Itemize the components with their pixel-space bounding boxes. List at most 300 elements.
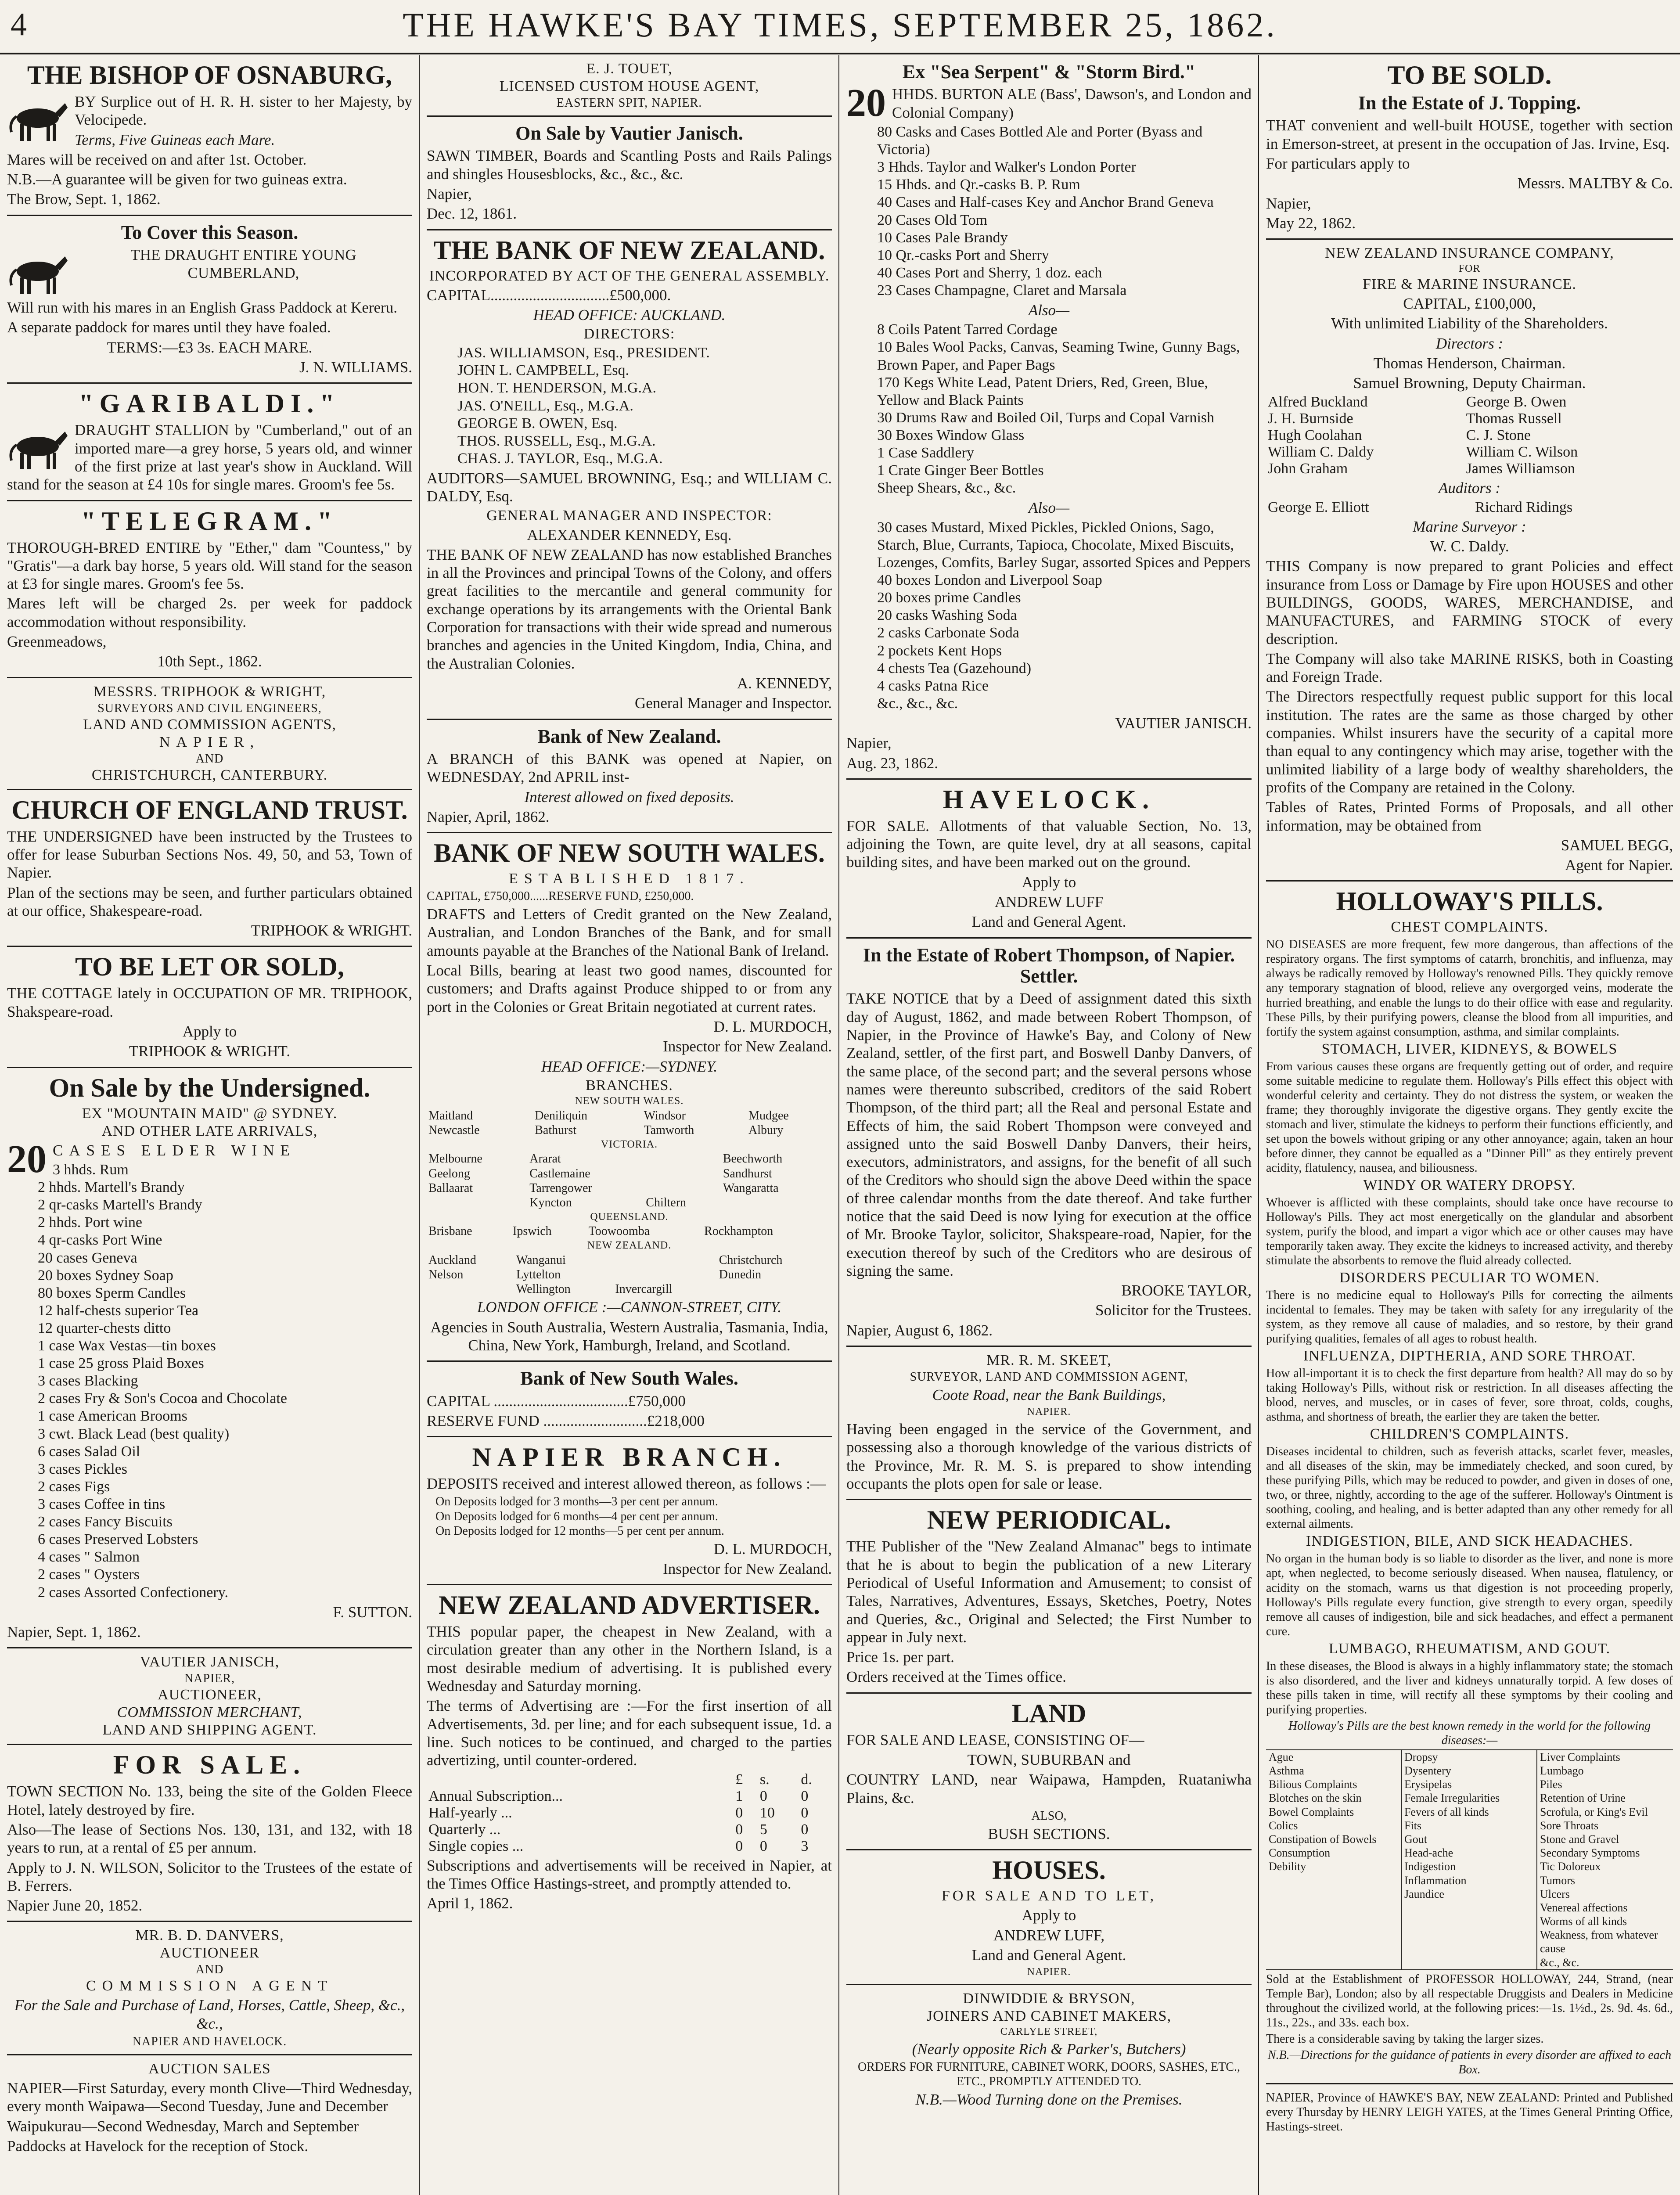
ad-text: The Directors respectfully request public support for this local institution. The rates are the same as those charged by other companies. Whilst insurers have the security of a capital more than equal to any contingency which may arise, together with the unlimited liability of a large body of wealthy shareholders, the profits of the Company are retained in the Colony.: [1266, 688, 1673, 796]
disease-item: Ulcers: [1540, 1887, 1570, 1900]
ad-first-item: CASES ELDER WINE: [53, 1141, 296, 1159]
ad-title: Bank of New Zealand.: [537, 725, 721, 747]
branches-table: [427, 1224, 832, 1238]
director-name: Hugh Coolahan: [1268, 427, 1362, 444]
branch-name: Castlemaine: [529, 1166, 590, 1180]
director-name: William C. Daldy: [1268, 444, 1374, 461]
table-row: [427, 1181, 832, 1195]
also-label: Also—: [1028, 302, 1070, 319]
ad-date: April 1, 1862.: [427, 1895, 513, 1912]
disease-item: Inflammation: [1404, 1874, 1467, 1887]
rate-cell: 0: [735, 1804, 743, 1821]
director-name: JAS. WILLIAMSON, Esq., PRESIDENT.: [457, 345, 710, 361]
list-item: 3 cwt. Black Lead (best quality): [38, 1425, 230, 1442]
section-heading: WINDY OR WATERY DROPSY.: [1363, 1177, 1576, 1193]
branch-name: [644, 1181, 721, 1195]
rate-cell: Quarterly ...: [428, 1821, 501, 1838]
branch-name: Wangaratta: [723, 1181, 779, 1195]
ad-line: VAUTIER JANISCH,: [140, 1654, 280, 1670]
ad-title: Ex "Sea Serpent" & "Storm Bird.": [902, 61, 1196, 83]
section-text: Diseases incidental to children, such as feverish attacks, scarlet fever, measles, and all diseases of the skin, may be immediately checked, and soon cured, by these purifying Pills, which may be reduced to powder, and given in doses of one, two, or three, nightly, according to the age of the sufferer. Holloway's Ointment is soothing, cooling, and healing, and is better adapted than any other remedy for all external ailments.: [1266, 1445, 1673, 1531]
ad-text: Tables of Rates, Printed Forms of Proposals, and all other information, may be obtained from: [1266, 799, 1673, 834]
deputy: Samuel Browning, Deputy Chairman.: [1353, 374, 1586, 392]
branch-name: Christchurch: [719, 1253, 783, 1267]
branch-name: Ararat: [529, 1152, 561, 1166]
ad-new-zealand-advertiser: [427, 1585, 832, 1918]
table-row: [427, 1771, 832, 1788]
ad-subtitle: EX "MOUNTAIN MAID" @ SYDNEY.: [82, 1105, 338, 1122]
ad-signature: TRIPHOOK & WRIGHT.: [251, 922, 412, 939]
branch-name: Lyttelton: [516, 1268, 561, 1282]
ad-text: Paddocks at Havelock for the reception of Stock.: [7, 2137, 309, 2155]
region-label: NEW SOUTH WALES.: [575, 1095, 684, 1107]
ad-line: MR. R. M. SKEET,: [986, 1352, 1112, 1369]
list-item: 3 hhds. Rum: [53, 1161, 129, 1178]
ad-text: Also—The lease of Sections Nos. 130, 131, and 132, with 18 years to run, at a rental of £5 per annum.: [7, 1821, 412, 1857]
list-item: 4 casks Patna Rice: [877, 677, 989, 694]
ad-text: THIS popular paper, the cheapest in New Zealand, with a circulation greater than any other in the Northern Island, is a most desirable medium of advertising. It is published every Wednesday and Saturday morning.: [427, 1623, 832, 1695]
ad-text: Apply to J. N. WILSON, Solicitor to the Trustees of the estate of B. Ferrers.: [7, 1859, 412, 1894]
ad-apply: Apply to: [1022, 873, 1076, 891]
ad-text: THE Publisher of the "New Zealand Almanac" begs to intimate that he is about to begin the publication of a new Literary Periodical of Useful Information and Amusement; to consist of Tales, Narratives, Adventures, Essays, Sketches, Poetry, Notes and Queries, &c., Original and Selected; the First Number to appear in July next.: [846, 1538, 1252, 1646]
ad-signature: Inspector for New Zealand.: [663, 1038, 832, 1055]
directors-label: Directors :: [1435, 335, 1504, 352]
ad-line: CARLYLE STREET,: [1000, 2026, 1098, 2037]
table-row: [427, 1224, 832, 1238]
list-item: 2 casks Carbonate Soda: [877, 625, 1019, 641]
ad-title: FIRE & MARINE INSURANCE.: [1363, 276, 1576, 292]
section-text: No organ in the human body is so liable to disorder as the liver, and none is more apt, when neglected, to become seriously diseased. When nausea, flatulency, or acidity on the stomach, warns us that digestion is not proceeding properly, Holloway's Pills regulate every function, give strength to every organ, speedily remove all causes of indigestion, bile and sick headaches, and effect a permanent cure.: [1266, 1552, 1673, 1638]
item-list: [877, 321, 1252, 497]
list-item: 6 cases Preserved Lobsters: [38, 1531, 198, 1548]
ad-terms: TERMS:—£3 3s. EACH MARE.: [107, 338, 313, 356]
disease-column: [1266, 1750, 1402, 1969]
head-office: HEAD OFFICE: AUCKLAND.: [533, 306, 726, 324]
table-row: [427, 1788, 832, 1805]
disease-item: Head-ache: [1404, 1846, 1453, 1860]
branch-name: Bathurst: [535, 1123, 577, 1137]
list-item: 30 Boxes Window Glass: [877, 427, 1025, 444]
disease-item: Blotches on the skin: [1269, 1792, 1362, 1805]
ad-skeet: [846, 1347, 1252, 1500]
ad-signature: D. L. MURDOCH,: [713, 1018, 832, 1035]
section-text: From various causes these organs are frequently getting out of order, and require some suitable medicine to regulate them. Holloway's Pills effect this object with wonderful celerity and certainty. They do not distress the system, or weaken the frame; they thoroughly invigorate the digestive organs. They gently excite the stomach and liver, stimulate the kidneys to perform their functions efficiently, and set upon the bowels without griping or any other annoyance; again, taken an hour before dinner, they cannot be equalled as a "Dinner Pill" as they entirely prevent acidity, flatulency, nausea, and biliousness.: [1266, 1059, 1673, 1175]
column-2: [420, 55, 839, 2195]
ad-line: ORDERS FOR FURNITURE, CABINET WORK, DOORS, SASHES, ETC., ETC., PROMPTLY ATTENDED TO.: [858, 2060, 1240, 2089]
surveyor: W. C. Daldy.: [1430, 538, 1509, 555]
established: ESTABLISHED 1817.: [509, 871, 750, 887]
list-item: 15 Hhds. and Qr.-casks B. P. Rum: [877, 176, 1080, 193]
ad-text: TOWN SECTION No. 133, being the site of the Golden Fleece Hotel, lately destroyed by fire.: [7, 1783, 412, 1818]
branch-name: Sandhurst: [723, 1166, 772, 1180]
page-number: 4: [11, 7, 27, 43]
ad-title: "GARIBALDI.": [79, 389, 341, 418]
list-item: 10 Qr.-casks Port and Sherry: [877, 247, 1049, 263]
list-item: 8 Coils Patent Tarred Cordage: [877, 321, 1058, 338]
ad-text: A separate paddock for mares until they have foaled.: [7, 319, 331, 336]
ad-on-sale-undersigned: [7, 1068, 412, 1649]
table-row: [427, 1151, 832, 1166]
ad-line: (Nearly opposite Rich & Parker's, Butchers): [912, 2040, 1186, 2058]
ad-text: THE COTTAGE lately in OCCUPATION OF MR. TRIPHOOK, Shakspeare-road.: [7, 985, 412, 1020]
branch-name: Kyncton: [529, 1195, 572, 1209]
branch-name: Tarrengower: [529, 1181, 592, 1195]
list-item: 12 quarter-chests ditto: [38, 1320, 171, 1336]
rate-item: On Deposits lodged for 6 months—4 per cent per annum.: [435, 1509, 718, 1523]
rate-cell: 1: [735, 1788, 743, 1804]
disease-item: Dysentery: [1404, 1764, 1451, 1778]
list-item: 2 pockets Kent Hops: [877, 642, 1002, 659]
ad-line: NAPIER,: [184, 1672, 235, 1686]
ad-text: NAPIER—First Saturday, every month Clive—Third Wednesday, every month Waipawa—Second Tuesday, June and December: [7, 2080, 412, 2115]
rate-cell: £: [735, 1771, 743, 1788]
ad-title: NEW PERIODICAL.: [927, 1505, 1171, 1535]
disease-item: Tic Doloreux: [1540, 1860, 1601, 1873]
director-name: JAS. O'NEILL, Esq., M.G.A.: [457, 397, 633, 414]
ad-line: Coote Road, near the Bank Buildings,: [932, 1386, 1166, 1404]
branch-name: Windsor: [644, 1108, 686, 1123]
ad-signature: ANDREW LUFF: [994, 893, 1104, 911]
disease-item: Fits: [1404, 1819, 1422, 1832]
rate-cell: 0: [735, 1821, 743, 1838]
ad-text: Orders received at the Times office.: [846, 1668, 1066, 1686]
region-label: VICTORIA.: [601, 1138, 658, 1150]
newspaper-title: THE HAWKE'S BAY TIMES, SEPTEMBER 25, 1862.: [403, 6, 1277, 44]
london-office: LONDON OFFICE :—CANNON-STREET, CITY.: [477, 1299, 782, 1316]
table-row: [427, 1267, 832, 1282]
ad-line: JOINERS AND CABINET MAKERS,: [926, 2008, 1172, 2024]
section-heading: STOMACH, LIVER, KIDNEYS, & BOWELS: [1321, 1040, 1618, 1057]
ad-land: [846, 1694, 1252, 1851]
ad-date: Napier, August 6, 1862.: [846, 1321, 993, 1339]
ad-date: Dec. 12, 1861.: [427, 205, 517, 223]
nb-text: N.B.—Directions for the guidance of patients in every disorder are affixed to each Box.: [1267, 2048, 1672, 2077]
rate-cell: s.: [759, 1771, 770, 1788]
ad-place: Greenmeadows,: [7, 633, 107, 651]
section-heading: INFLUENZA, DIPTHERIA, AND SORE THROAT.: [1303, 1348, 1636, 1364]
list-item: Sheep Shears, &c., &c.: [877, 480, 1016, 497]
ad-note: N.B.—A guarantee will be given for two guineas extra.: [7, 171, 347, 188]
ad-signature: J. N. WILLIAMS.: [299, 359, 412, 376]
rate-cell: 0: [759, 1838, 767, 1854]
ad-new-periodical: [846, 1500, 1252, 1693]
list-item: 2 hhds. Martell's Brandy: [38, 1179, 185, 1196]
disease-item: Debility: [1269, 1860, 1306, 1873]
ad-line: COMMISSION AGENT: [86, 1978, 334, 1994]
ad-bishop-of-osnaburg: [7, 55, 412, 216]
remedy-intro: Holloway's Pills are the best known remedy in the world for the following diseases:—: [1288, 1719, 1651, 1747]
ad-title: AUCTION SALES: [148, 2061, 271, 2077]
ad-houses: [846, 1850, 1252, 1985]
ad-line: MESSRS. TRIPHOOK & WRIGHT,: [93, 683, 326, 700]
director-name: THOS. RUSSELL, Esq., M.G.A.: [457, 432, 656, 449]
ad-title: "TELEGRAM.": [81, 506, 338, 536]
rate-cell: Half-yearly ...: [428, 1804, 512, 1821]
branch-name: Dunedin: [719, 1268, 762, 1282]
ad-text: Mares will be received on and after 1st. October.: [7, 151, 307, 168]
disease-item: Jaundice: [1404, 1887, 1444, 1900]
rate-cell: 10: [759, 1804, 775, 1821]
table-row: [1266, 427, 1673, 444]
ad-title: FOR SALE.: [113, 1750, 306, 1780]
list-item: 1 Crate Ginger Beer Bottles: [877, 462, 1044, 479]
ad-title: THE BANK OF NEW ZEALAND.: [433, 235, 825, 265]
region-label: QUEENSLAND.: [590, 1211, 669, 1223]
sold-text: Sold at the Establishment of PROFESSOR HOLLOWAY, 244, Strand, (near Temple Bar), London; also by all respectable Druggists and Dealers in Medicine throughout the civilized world, at the following prices:—1s. 1½d., 2s. 9d. 4s. 6d., 11s., 22s., and 33s. each box.: [1266, 1972, 1673, 2029]
director-name: Thomas Russell: [1466, 410, 1562, 427]
ad-text: THOROUGH-BRED ENTIRE by "Ether," dam "Countess," by "Gratis"—a dark bay horse, 5 years old. Will stand for the season at £3 for single mares. Groom's fee 5s.: [7, 539, 412, 593]
ad-vautier-sale: [427, 117, 832, 230]
ad-line: MR. B. D. DANVERS,: [135, 1927, 284, 1944]
branch-name: [613, 1267, 717, 1282]
branch-name: [644, 1166, 721, 1181]
disease-item: Dropsy: [1404, 1750, 1438, 1763]
ad-title: NEW ZEALAND INSURANCE COMPANY,: [1325, 245, 1614, 262]
list-item: 40 Cases and Half-cases Key and Anchor Brand Geneva: [877, 194, 1214, 211]
table-row: [427, 1282, 832, 1296]
ad-signature: Agent for Napier.: [1565, 856, 1673, 874]
auditors-table: [1266, 499, 1673, 516]
disease-item: Female Irregularities: [1404, 1792, 1500, 1805]
ad-date: 10th Sept., 1862.: [157, 653, 262, 670]
ad-line: AND: [195, 752, 224, 766]
item-list: [877, 519, 1252, 712]
ad-text: Subscriptions and advertisements will be received in Napier, at the Times Office Hastings-street, and promptly attended to.: [427, 1857, 832, 1892]
ad-title: THE BISHOP OF OSNABURG,: [27, 61, 392, 90]
ad-title: Bank of New South Wales.: [520, 1367, 738, 1389]
horse-illustration: [7, 248, 68, 297]
list-item: 30 cases Mustard, Mixed Pickles, Pickled Onions, Sago, Starch, Blue, Currants, Tapioca, Chocolate, Mixed Biscuits, Lozenges, Comfits, Barley Sugar, assorted Spices and Peppers: [877, 519, 1251, 571]
branch-name: Mudgee: [748, 1108, 789, 1123]
column-1: [0, 55, 419, 2195]
section-heading: DISORDERS PECULIAR TO WOMEN.: [1339, 1270, 1600, 1286]
surveyor-label: Marine Surveyor :: [1413, 518, 1526, 535]
ad-text: The terms of Advertising are :—For the first insertion of all Advertisements, 3d. per line; and for each subsequent issue, 1d. a line. Such notices to be continued, and charged to the parties advertizing, until counter-ordered.: [427, 1697, 832, 1769]
branch-name: Nelson: [428, 1268, 464, 1282]
ad-bank-of-new-zealand: [427, 230, 832, 720]
table-row: [427, 1123, 832, 1137]
branch-name: Toowoomba: [588, 1224, 650, 1238]
list-item: 3 Hhds. Taylor and Walker's London Porter: [877, 159, 1136, 176]
ad-apply: Apply to: [1022, 1907, 1076, 1924]
rate-cell: 5: [759, 1821, 767, 1838]
ad-title: TO BE SOLD.: [1387, 61, 1552, 90]
ad-title: HOUSES.: [992, 1856, 1106, 1885]
ad-text: Will run with his mares in an English Grass Paddock at Kereru.: [7, 299, 397, 317]
ad-date: Aug. 23, 1862.: [846, 754, 939, 772]
list-item: 20 Cases Old Tom: [877, 212, 988, 228]
branch-name: Wellington: [516, 1282, 571, 1296]
disease-item: Asthma: [1269, 1764, 1304, 1778]
section-heading: CHEST COMPLAINTS.: [1391, 919, 1548, 936]
branch-name: Invercargill: [615, 1282, 673, 1296]
branch-name: [644, 1151, 721, 1166]
ad-nz-insurance: [1266, 240, 1673, 882]
ad-line: COMMISSION MERCHANT,: [117, 1704, 302, 1721]
section-heading: CHILDREN'S COMPLAINTS.: [1370, 1426, 1569, 1443]
ad-signature: TRIPHOOK & WRIGHT.: [129, 1043, 291, 1060]
ad-signature: D. L. MURDOCH,: [713, 1540, 832, 1558]
ad-date: May 22, 1862.: [1266, 214, 1356, 232]
director-name: HON. T. HENDERSON, M.G.A.: [457, 380, 657, 396]
ad-to-be-let: [7, 947, 412, 1068]
branch-name: Ballaarat: [428, 1181, 473, 1195]
ad-to-be-sold: [1266, 55, 1673, 240]
imprint-text: NAPIER, Province of HAWKE'S BAY, NEW ZEALAND: Printed and Published every Thursday by HENRY LEIGH YATES, at the Times General Printing Office, Hastings-street.: [1266, 2091, 1673, 2134]
ad-text: For particulars apply to: [1266, 155, 1410, 172]
table-row: [427, 1253, 832, 1267]
ad-text: Price 1s. per part.: [846, 1648, 954, 1666]
branch-name: Wanganui: [516, 1253, 566, 1267]
disease-column: [1537, 1750, 1673, 1969]
rate-cell: 3: [801, 1838, 809, 1854]
ad-text: THE BANK OF NEW ZEALAND has now established Branches in all the Provinces and principal Towns of the Colony, and offers great facilities to the mercantile and general community for exchange operations by its arrangements with the Oriental Bank Corporation for transactions with their wide spread and numerous branches and agencies in the United Kingdom, India, China, and the Australian Colonies.: [427, 546, 832, 672]
auditors: AUDITORS—SAMUEL BROWNING, Esq.; and WILLIAM C. DALDY, Esq.: [427, 469, 832, 505]
ad-terms: Terms, Five Guineas each Mare.: [75, 131, 275, 148]
ad-line: SURVEYOR, LAND AND COMMISSION AGENT,: [910, 1370, 1188, 1384]
drop-number: 20: [846, 81, 886, 125]
diseases-table: [1266, 1749, 1673, 1970]
ad-signature: VAUTIER JANISCH.: [1115, 714, 1252, 732]
horse-illustration: [7, 424, 68, 472]
table-row: [427, 1195, 832, 1210]
ad-line: FOR: [1458, 263, 1481, 275]
director-name: J. H. Burnside: [1268, 410, 1353, 427]
rate-cell: d.: [801, 1771, 812, 1788]
list-item: 20 casks Washing Soda: [877, 607, 1017, 624]
branches-table: [427, 1108, 832, 1137]
ad-line: AUCTIONEER: [159, 1945, 260, 1961]
rate-cell: 0: [801, 1804, 809, 1821]
table-row: [427, 1108, 832, 1123]
rates-list: [435, 1494, 832, 1538]
ad-touet: [427, 55, 832, 117]
ad-line: BUSH SECTIONS.: [988, 1825, 1110, 1842]
list-item: 3 cases Blacking: [38, 1373, 138, 1389]
section-text: Whoever is afflicted with these complaints, should take once have recourse to Holloway's Pills. They act most energetically on the glandular and absorbent system, purify the blood, and impart a vigor which ace or other causes may have temporarily taken away. They excite the kidneys to increased activity, and thereby stimulate the absorbents to remove the fluid already collected.: [1266, 1195, 1673, 1267]
section-text: How all-important it is to check the first departure from health? All may do so by taking Holloway's Pills, without risk or restriction. In all diseases affecting the blood, nerves, and muscles, or in cases of fever, sore throat, colds, coughs, asthma, and shortness of breath, the earlier they are taken the better.: [1266, 1367, 1673, 1424]
auditors-label: Auditors :: [1439, 479, 1500, 497]
ad-title: BANK OF NEW SOUTH WALES.: [434, 838, 825, 868]
rate-item: On Deposits lodged for 3 months—3 per cent per annum.: [435, 1495, 718, 1509]
capital: CAPITAL, £100,000,: [1403, 295, 1536, 312]
ad-line: COUNTRY LAND, near Waipawa, Hampden, Ruataniwha Plains, &c.: [846, 1771, 1252, 1806]
list-item: 4 qr-casks Port Wine: [38, 1232, 162, 1249]
ad-line: LAND AND COMMISSION AGENTS,: [83, 716, 336, 733]
list-item: 1 case 25 gross Plaid Boxes: [38, 1355, 204, 1372]
ad-line: With unlimited Liability of the Shareholders.: [1331, 315, 1608, 332]
ad-date: Napier June 20, 1852.: [7, 1897, 143, 1914]
director-name: GEORGE B. OWEN, Esq.: [457, 415, 618, 432]
list-item: 2 cases Fry & Son's Cocoa and Chocolate: [38, 1390, 287, 1407]
ad-place: Napier,: [846, 734, 892, 752]
manager-label: GENERAL MANAGER AND INSPECTOR:: [486, 507, 772, 524]
section-text: In these diseases, the Blood is always in a highly inflammatory state; the stomach is also disordered, and the liver and kidneys unnaturally torpid. A few doses of these pills taken in time, will rectify all these symptoms by their cooling and purifying properties.: [1266, 1659, 1673, 1716]
branch-name: [613, 1253, 717, 1267]
director-name: James Williamson: [1466, 461, 1575, 477]
rates-table: [427, 1771, 832, 1855]
head-office: HEAD OFFICE:—SYDNEY.: [541, 1058, 718, 1075]
ad-signature: ANDREW LUFF,: [993, 1926, 1105, 1944]
director-name: JOHN L. CAMPBELL, Esq.: [457, 362, 630, 379]
disease-column: [1402, 1750, 1537, 1969]
ad-first-item: HHDS. BURTON ALE (Bass', Dawson's, and London and Colonial Company): [892, 86, 1252, 121]
list-item: 6 cases Salad Oil: [38, 1443, 140, 1460]
ad-signature: General Manager and Inspector.: [635, 694, 832, 712]
ad-text: THIS Company is now prepared to grant Policies and effect insurance from Loss or Damage by Fire upon HOUSES and other BUILDINGS, GOODS, WARES, MERCHANDISE, and MANUFACTURES, and FARMING STOCK of every description.: [1266, 558, 1673, 648]
auditor-name: George E. Elliott: [1268, 499, 1369, 515]
list-item: 1 Case Saddlery: [877, 445, 974, 461]
list-item: 2 cases " Oysters: [38, 1566, 140, 1583]
director-name: William C. Wilson: [1466, 444, 1578, 461]
list-item: &c., &c., &c.: [877, 695, 958, 712]
ad-to-cover-this-season: [7, 216, 412, 384]
directors-list: [457, 344, 832, 468]
ad-text: The Company will also take MARINE RISKS, both in Coasting and Foreign Trade.: [1266, 650, 1673, 686]
ad-title: HOLLOWAY'S PILLS.: [1336, 887, 1603, 916]
branch-name: [717, 1282, 832, 1296]
ad-sea-serpent: [846, 55, 1252, 780]
column-3: [839, 55, 1259, 2195]
section-text: NO DISEASES are more frequent, few more dangerous, than affections of the respiratory organs. The first symptoms of catarrh, bronchitis, and influenza, may always be radically removed by Holloway's renowned Pills. They quickly remove any temporary stagnation of blood, relieve any overgorged veins, moderate the hurried breathing, and enable the lungs to do their office with ease and regularity. These Pills, by their purifying powers, cleanse the blood from all impurities, and fortify the system against consumption, asthma, and similar complaints.: [1266, 938, 1673, 1039]
ad-text: FOR SALE. Allotments of that valuable Section, No. 13, adjoining the Town, are quite level, dry at all seasons, capital building sites, and have been marked out on the ground.: [846, 817, 1252, 871]
disease-item: Indigestion: [1404, 1860, 1456, 1873]
ad-text: THE DRAUGHT ENTIRE YOUNG CUMBERLAND,: [130, 246, 356, 282]
ad-signature: SAMUEL BEGG,: [1561, 836, 1673, 854]
ad-text: Local Bills, bearing at least two good names, discounted for customers; and Drafts against Produce shipped to or from any port in the Colonies or Great Britain negotiated at current rates.: [427, 962, 832, 1015]
ad-title: On Sale by the Undersigned.: [49, 1073, 371, 1102]
ad-bank-of-new-south-wales: [427, 833, 832, 1362]
section-heading: LUMBAGO, RHEUMATISM, AND GOUT.: [1328, 1640, 1611, 1657]
ad-line: AND: [195, 1963, 224, 1977]
disease-item: Erysipelas: [1404, 1778, 1452, 1791]
rate-item: On Deposits lodged for 12 months—5 per cent per annum.: [435, 1524, 724, 1538]
ad-title: On Sale by Vautier Janisch.: [515, 122, 743, 144]
ad-title: LAND: [1011, 1698, 1086, 1728]
list-item: 3 cases Coffee in tins: [38, 1496, 165, 1513]
rate-cell: 0: [801, 1788, 809, 1804]
disease-item: Sore Throats: [1540, 1819, 1599, 1832]
ad-bnsw-capital: [427, 1362, 832, 1437]
list-item: 4 cases " Salmon: [38, 1549, 140, 1565]
ad-triphook-wright: [7, 678, 412, 790]
ad-text: THE UNDERSIGNED have been instructed by the Trustees to offer for lease Suburban Sections Nos. 49, 50, and 53, Town of Napier.: [7, 828, 412, 882]
ad-text: DEPOSITS received and interest allowed thereon, as follows :—: [427, 1475, 826, 1493]
ad-text: Waipukurau—Second Wednesday, March and September: [7, 2117, 359, 2135]
ad-title: NAPIER BRANCH.: [472, 1443, 787, 1472]
branch-name: Melbourne: [428, 1152, 482, 1166]
ad-signature: Land and General Agent.: [971, 913, 1126, 931]
list-item: 20 boxes Sydney Soap: [38, 1267, 173, 1284]
list-item: 10 Cases Pale Brandy: [877, 229, 1008, 246]
disease-item: Fevers of all kinds: [1404, 1805, 1489, 1818]
ad-date: The Brow, Sept. 1, 1862.: [7, 191, 161, 208]
disease-item: Weakness, from whatever cause: [1540, 1929, 1658, 1955]
ad-signature: BROOKE TAYLOR,: [1121, 1282, 1252, 1299]
ad-text: SAWN TIMBER, Boards and Scantling Posts and Rails Palings and shingles Housesblocks, &c., &c., &c.: [427, 147, 832, 183]
branch-name: Deniliquin: [535, 1108, 587, 1123]
disease-item: Worms of all kinds: [1540, 1915, 1627, 1928]
ad-garibaldi: [7, 384, 412, 501]
item-list: [877, 123, 1252, 299]
disease-item: Retention of Urine: [1540, 1792, 1626, 1805]
list-item: 40 boxes London and Liverpool Soap: [877, 572, 1102, 589]
branches-table: [427, 1253, 832, 1296]
ad-signature: Solicitor for the Trustees.: [1095, 1302, 1252, 1319]
branch-name: Newcastle: [428, 1123, 480, 1137]
directors-table: [1266, 394, 1673, 477]
ad-title: NEW ZEALAND ADVERTISER.: [439, 1590, 820, 1620]
